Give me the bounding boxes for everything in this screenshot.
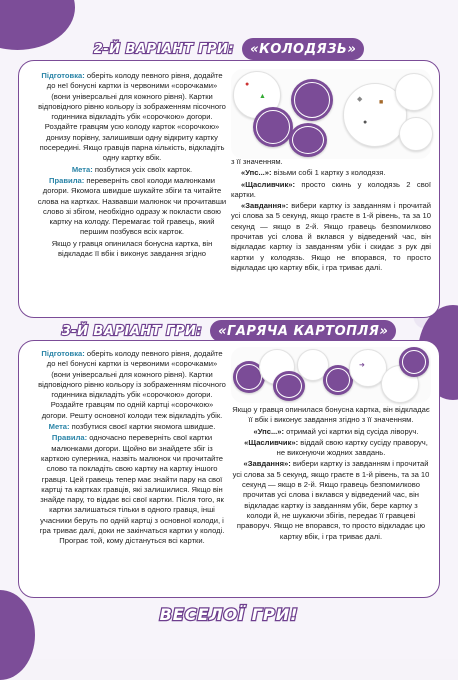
section3-game-photo (231, 347, 431, 403)
section2-card (18, 60, 440, 318)
card-back (399, 347, 429, 377)
section2-prep: Підготовка: оберіть колоду певного рівня, додайте до неї бонусні картки із червоними «сорочками» (вони універсальні для кожного рівня). Картки відповідного рівню кольору із зображенням пісочного годинника відкладіть убік «сорочкою» догори. Роздайте гравцям усю колоду карток «сорочкою» донизу порівну, залишивши одну відкриту картку посередині. Якщо гравців парна кількість, відкладіть одну картку вбік. (38, 71, 226, 163)
section3-card (18, 340, 440, 598)
section3-rules: Правила: одночасно переверніть свої картки малюнками догори. Щойно ви знайдете збіг із карткою суперника, назвіть малюнок чи прочитайте слово та покладіть свою картку на картку іншого гравця. Цей гравець тепер має знайти пару на свої картці та картках гравців, які залишилися. Якщо він знайде пару, то віддає всі свої картки. Після того, як картки залишаться тільки в одного гравця, інші учасники беруть по одній картці з основної колоди, і гра триває далі, доки не закінчаться картки у колоді. Програє той, кому дістануться всі картки. (39, 433, 225, 546)
section3-ups: «Упс...»: отримай усі картки від сусіда ліворуч. (253, 426, 419, 436)
section2-task: «Завдання»: вибери картку із завданням і прочитай усі слова за 5 секунд, якщо граєте в 1-й рівень, та за 10 секунд — якщо в 2-й. Якщо гравець безпомилково прочитав усі слова й вклався у відведений час, він відкладає картку із завданням убік і скидає з рук дві картки у колодязь. Якщо не впорався, то просто відкладає цю картку вбік, і гра триває далі. (231, 201, 431, 272)
card-disc (395, 73, 433, 111)
section2-left-column (37, 71, 227, 260)
card-back (289, 123, 327, 157)
section2-game-name: «КОЛОДЯЗЬ» (250, 42, 357, 57)
section2-goal: Мета: позбутися усіх своїх карток. (71, 164, 193, 174)
section3-variant-label: 3-Й ВАРІАНТ ГРИ: (61, 323, 203, 339)
section2-ups: «Упс...»: візьми собі 1 картку з колодязя. (241, 168, 386, 178)
card-disc (399, 117, 433, 151)
section2-variant-label: 2-Й ВАРІАНТ ГРИ: (93, 41, 235, 57)
section2-right-cont: з її значенням. (231, 157, 283, 166)
section3-bonus: Якщо у гравця опинилася бонусна картка, він відкладає її вбік і виконує завдання згідно з її значенням. (232, 405, 430, 425)
arrow-icon: ➜ (359, 362, 365, 369)
deer-icon: ■ (379, 99, 384, 106)
section2-bonus: Якщо у гравця опинилася бонусна картка, він відкладає її вбік і виконує завдання згідно (51, 238, 213, 259)
section2-game-name-badge (242, 38, 364, 60)
section3-game-name-badge (210, 320, 396, 342)
section3-left-column (37, 349, 227, 548)
section3-task: «Завдання»: вибери картку із завданням і прочитай усі слова за 5 секунд, якщо граєте в 1-й рівень, та за 10 секунд — якщо в 2-й. Якщо гравець безпомилково прочитав усі слова і вклався у відведений час, він відкладає картку із завданням убік, бере картку з колоди й, не шукаючи збігів, передає її гравцеві праворуч. Якщо не впорався, то просто відкладає цю картку вбік, і гра триває далі. (232, 459, 430, 541)
section2-game-photo (231, 69, 431, 159)
card-back (253, 107, 293, 147)
cat-icon: ● (363, 119, 368, 126)
section3-header (0, 320, 458, 342)
apple-icon: ● (245, 81, 250, 88)
section2-rules: Правила: переверніть свої колоди малюнками догори. Якомога швидше шукайте збіги та читайте слова на картках. Назвавши малюнок чи прочитавши слово зі збігом, необхідно одразу ж покласти свою картку на колоду. Перемагає той гравець, який першим позбувся всіх карток. (37, 175, 227, 237)
footer-banner (0, 605, 458, 625)
section3-lucky: «Щасливчик»: віддай свою картку сусіду праворуч, не виконуючи жодних завдань. (244, 437, 428, 458)
section3-prep: Підготовка: оберіть колоду певного рівня, додайте до неї бонусні картки із червоними «сорочками» (вони універсальні для кожного рівня). Картки відповідного рівню кольору із зображенням пісочного годинника відкладіть убік «сорочкою» догори. Роздайте гравцям по одній картці «сорочкою» догори. Решту основної колоди теж відкладіть убік. (38, 349, 226, 420)
section3-goal: Мета: позбутися своєї картки якомога швидше. (48, 422, 216, 432)
rabbit-icon: ◆ (357, 96, 363, 103)
section3-game-name: «ГАРЯЧА КАРТОПЛЯ» (218, 324, 389, 339)
section2-header (0, 38, 458, 60)
section3-right-column (231, 405, 431, 543)
footer-text: ВЕСЕЛОЇ ГРИ! (159, 605, 299, 624)
tree-icon: ▲ (259, 93, 266, 100)
card-back (291, 79, 333, 121)
section2-lucky: «Щасливчик»: просто скинь у колодязь 2 свої картки. (231, 179, 431, 199)
section2-right-column (231, 157, 431, 274)
